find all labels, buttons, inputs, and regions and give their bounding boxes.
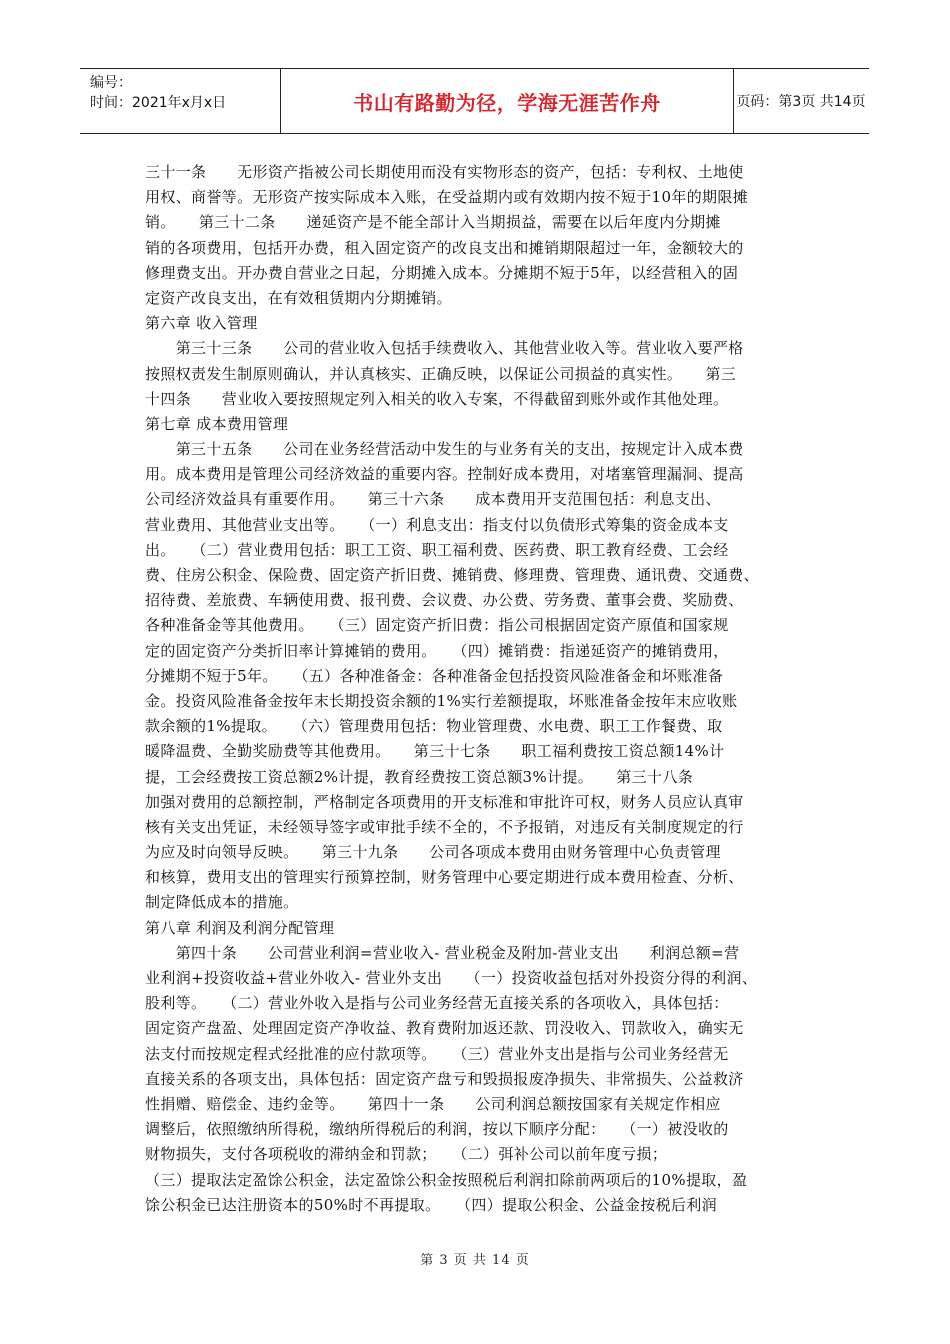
text-line: 销的各项费用，包括开办费，租入固定资产的改良支出和摊销期限超过一年，金额较大的 — [145, 238, 744, 257]
text-line: 第六章 收入管理 — [145, 314, 258, 333]
text-line: （三）提取法定盈馀公积金，法定盈馀公积金按照税后利润扣除前两项后的10%提取，盈 — [145, 1170, 748, 1189]
text-line: 招待费、差旅费、车辆使用费、报刊费、会议费、办公费、劳务费、董事会费、奖励费、 — [145, 591, 744, 610]
text-line: 销。 第三十二条 递延资产是不能全部计入当期损益，需要在以后年度内分期摊 — [145, 213, 721, 232]
document-number-label: 编号： — [90, 75, 132, 91]
text-line: 提，工会经费按工资总额2%计提，教育经费按工资总额3%计提。 第三十八条 — [145, 767, 694, 786]
text-line: 业利润+投资收益+营业外收入- 营业外支出 （一）投资收益包括对外投资分得的利润、 — [145, 969, 758, 987]
text-line: 第三十三条 公司的营业收入包括手续费收入、其他营业收入等。营业收入要严格 — [145, 339, 744, 358]
text-line: 调整后，依照缴纳所得税，缴纳所得税后的利润，按以下顺序分配： （一）被没收的 — [145, 1120, 729, 1139]
text-line: 加强对费用的总额控制，严格制定各项费用的开支标准和审批许可权，财务人员应认真审 — [145, 792, 744, 811]
text-line: 定资产改良支出，在有效租赁期内分期摊销。 — [145, 288, 453, 307]
text-line: 暖降温费、全勤奖励费等其他费用。 第三十七条 职工福利费按工资总额14%计 — [145, 742, 725, 761]
text-line: 修理费支出。开办费自营业之日起，分期摊入成本。分摊期不短于5年，以经营租入的固 — [145, 263, 739, 282]
text-line: 财物损失，支付各项税收的滞纳金和罚款； （二）弭补公司以前年度亏损； — [145, 1145, 668, 1164]
text-line: 款余额的1%提取。 （六）管理费用包括：物业管理费、水电费、职工工作餐费、取 — [145, 717, 723, 736]
text-line: 第七章 成本费用管理 — [145, 414, 289, 433]
text-line: 制定降低成本的措施。 — [145, 893, 299, 912]
text-line: 核有关支出凭证，未经领导签字或审批手续不全的，不予报销，对违反有关制度规定的行 — [145, 817, 744, 836]
text-line: 和核算，费用支出的管理实行预算控制，财务管理中心要定期进行成本费用检查、分析、 — [145, 868, 744, 887]
text-line: 定的固定资产分类折旧率计算摊销的费用。 （四）摊销费：指递延资产的摊销费用， — [145, 641, 729, 660]
document-date: 时间：2021年x月x日 — [90, 95, 227, 111]
text-line: 用。成本费用是管理公司经济效益的重要内容。控制好成本费用，对堵塞管理漏洞、提高 — [145, 465, 744, 484]
header-page-cell — [733, 69, 869, 133]
text-line: 第四十条 公司营业利润=营业收入- 营业税金及附加-营业支出 利润总额=营 — [145, 943, 740, 962]
text-line: 按照权责发生制原则确认，并认真核实、正确反映，以保证公司损益的真实性。 第三 — [145, 364, 737, 383]
text-line: 费、住房公积金、保险费、固定资产折旧费、摊销费、修理费、管理费、通讯费、交通费、 — [145, 566, 760, 584]
text-line: 法支付而按规定程式经批准的应付款项等。 （三）营业外支出是指与公司业务经营无 — [145, 1044, 729, 1063]
page-header — [80, 68, 869, 134]
page-footer: 第 3 页 共 14 页 — [420, 1253, 530, 1268]
text-line: 性捐赠、赔偿金、违约金等。 第四十一条 公司利润总额按国家有关规定作相应 — [145, 1094, 721, 1113]
header-motto-cell — [280, 69, 734, 133]
header-left-cell — [80, 69, 280, 133]
text-line: 馀公积金已达注册资本的50%时不再提取。 （四）提取公积金、公益金按税后利润 — [145, 1195, 717, 1214]
text-line: 为应及时向领导反映。 第三十九条 公司各项成本费用由财务管理中心负责管理 — [145, 843, 721, 862]
text-line: 金。投资风险准备金按年末长期投资余额的1%实行差额提取，坏账准备金按年末应收账 — [145, 691, 738, 710]
text-line: 直接关系的各项支出，具体包括：固定资产盘亏和毁损报废净损失、非常损失、公益救济 — [145, 1069, 744, 1088]
text-line: 第三十五条 公司在业务经营活动中发生的与业务有关的支出，按规定计入成本费 — [145, 440, 744, 459]
text-line: 第八章 利润及利润分配管理 — [145, 918, 335, 937]
text-line: 分摊期不短于5年。 （五）各种准备金：各种准备金包括投资风险准备金和坏账准备 — [145, 666, 724, 685]
header-page-info: 页码：第3页 共14页 — [736, 94, 866, 110]
header-motto: 书山有路勤为径，学海无涯苦作舟 — [353, 90, 661, 115]
text-line: 公司经济效益具有重要作用。 第三十六条 成本费用开支范围包括：利息支出、 — [145, 490, 721, 509]
text-line: 三十一条 无形资产指被公司长期使用而没有实物形态的资产，包括：专利权、土地使 — [145, 163, 744, 181]
text-line: 营业费用、其他营业支出等。 （一）利息支出：指支付以负债形式筹集的资金成本支 — [145, 515, 729, 534]
text-line: 各种准备金等其他费用。 （三）固定资产折旧费：指公司根据固定资产原值和国家规 — [145, 616, 729, 635]
text-line: 出。 （二）营业费用包括：职工工资、职工福利费、医药费、职工教育经费、工会经 — [145, 540, 729, 559]
text-line: 十四条 营业收入要按照规定列入相关的收入专案，不得截留到账外或作其他处理。 — [145, 389, 729, 408]
document-body — [145, 160, 805, 1218]
text-line: 用权、商誉等。无形资产按实际成本入账，在受益期内或有效期内按不短于10年的期限摊 — [145, 188, 749, 207]
text-line: 股利等。 （二）营业外收入是指与公司业务经营无直接关系的各项收入，具体包括： — [145, 994, 729, 1013]
text-line: 固定资产盘盈、处理固定资产净收益、教育费附加返还款、罚没收入、罚款收入，确实无 — [145, 1019, 744, 1038]
